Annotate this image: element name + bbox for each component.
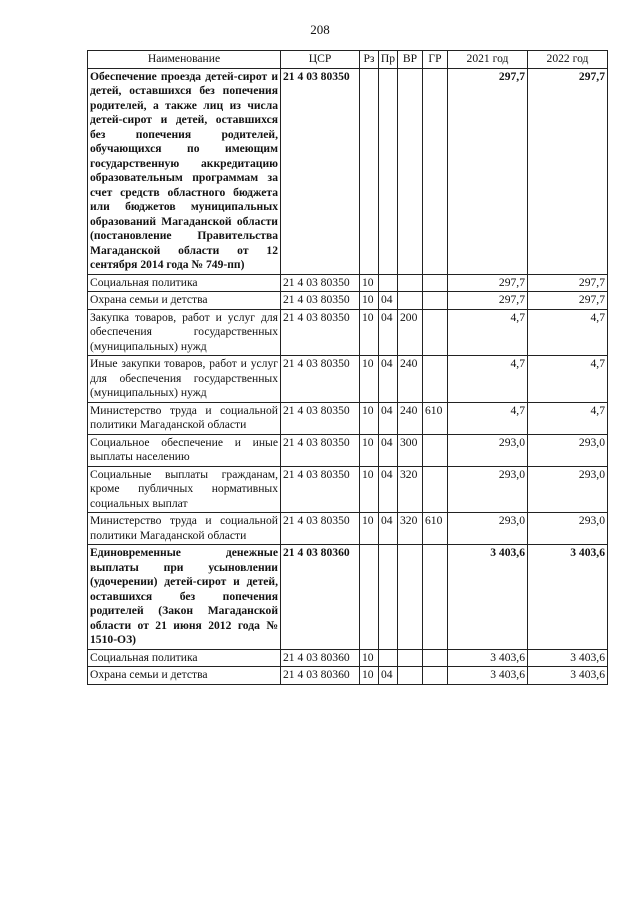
row-2022-value: 4,7 (528, 402, 608, 434)
table-row (88, 513, 608, 545)
row-2022-value: 3 403,6 (528, 545, 608, 650)
row-gr-cell: 610 (423, 402, 448, 434)
row-name-cell: Охрана семьи и детства (88, 667, 281, 685)
table-row (88, 292, 608, 310)
row-2022-value: 297,7 (528, 68, 608, 274)
row-rz-cell: 10 (360, 513, 379, 545)
row-rz-cell: 10 (360, 402, 379, 434)
row-csr-cell: 21 4 03 80360 (281, 545, 360, 650)
row-pr-cell: 04 (379, 402, 398, 434)
row-csr-cell: 21 4 03 80350 (281, 466, 360, 513)
table-row (88, 274, 608, 292)
row-2022-value: 293,0 (528, 513, 608, 545)
row-rz-cell: 10 (360, 466, 379, 513)
row-name-cell: Иные закупки товаров, работ и услуг для обеспечения государственных (муниципальных) нужд (88, 356, 281, 403)
table-row (88, 356, 608, 403)
budget-table (87, 50, 608, 685)
row-csr-cell: 21 4 03 80360 (281, 649, 360, 667)
header-vr: ВР (398, 51, 423, 69)
row-pr-cell (379, 649, 398, 667)
row-gr-cell (423, 466, 448, 513)
table-row (88, 649, 608, 667)
row-rz-cell (360, 545, 379, 650)
table-header-row (88, 51, 608, 69)
row-name-cell: Закупка товаров, работ и услуг для обеспечения государственных (муниципальных) нужд (88, 309, 281, 356)
row-vr-cell: 240 (398, 402, 423, 434)
header-name: Наименование (88, 51, 281, 69)
row-pr-cell (379, 274, 398, 292)
row-gr-cell (423, 649, 448, 667)
row-rz-cell: 10 (360, 309, 379, 356)
row-gr-cell (423, 356, 448, 403)
row-name-cell: Охрана семьи и детства (88, 292, 281, 310)
header-2022: 2022 год (528, 51, 608, 69)
row-name-cell: Единовременные денежные выплаты при усыновлении (удочерении) детей-сирот и детей, оставшихся без попечения родителей (Закон Магаданской области от 21 июня 2012 года № 1510-ОЗ) (88, 545, 281, 650)
header-pr: Пр (379, 51, 398, 69)
row-vr-cell: 200 (398, 309, 423, 356)
row-rz-cell: 10 (360, 274, 379, 292)
table-body (88, 68, 608, 684)
row-vr-cell (398, 545, 423, 650)
row-2021-value: 297,7 (448, 68, 528, 274)
row-2022-value: 4,7 (528, 356, 608, 403)
table-row (88, 434, 608, 466)
row-2022-value: 4,7 (528, 309, 608, 356)
row-csr-cell: 21 4 03 80350 (281, 309, 360, 356)
row-vr-cell (398, 68, 423, 274)
row-2022-value: 293,0 (528, 466, 608, 513)
row-name-cell: Социальная политика (88, 649, 281, 667)
row-vr-cell (398, 667, 423, 685)
row-2022-value: 297,7 (528, 274, 608, 292)
row-csr-cell: 21 4 03 80350 (281, 434, 360, 466)
row-pr-cell: 04 (379, 434, 398, 466)
row-name-cell: Социальные выплаты гражданам, кроме публичных нормативных социальных выплат (88, 466, 281, 513)
row-2021-value: 293,0 (448, 434, 528, 466)
row-gr-cell (423, 667, 448, 685)
row-pr-cell (379, 68, 398, 274)
row-rz-cell (360, 68, 379, 274)
row-name-cell: Министерство труда и социальной политики Магаданской области (88, 513, 281, 545)
row-gr-cell (423, 68, 448, 274)
row-gr-cell: 610 (423, 513, 448, 545)
row-pr-cell: 04 (379, 513, 398, 545)
row-csr-cell: 21 4 03 80350 (281, 274, 360, 292)
row-csr-cell: 21 4 03 80350 (281, 356, 360, 403)
row-2022-value: 293,0 (528, 434, 608, 466)
row-name-cell: Министерство труда и социальной политики Магаданской области (88, 402, 281, 434)
row-2022-value: 3 403,6 (528, 667, 608, 685)
row-2021-value: 4,7 (448, 402, 528, 434)
row-2022-value: 3 403,6 (528, 649, 608, 667)
table-row (88, 68, 608, 274)
row-csr-cell: 21 4 03 80360 (281, 667, 360, 685)
row-2021-value: 4,7 (448, 356, 528, 403)
row-2021-value: 3 403,6 (448, 545, 528, 650)
row-2021-value: 293,0 (448, 513, 528, 545)
row-2021-value: 4,7 (448, 309, 528, 356)
header-csr: ЦСР (281, 51, 360, 69)
row-name-cell: Социальное обеспечение и иные выплаты населению (88, 434, 281, 466)
row-vr-cell: 320 (398, 466, 423, 513)
row-gr-cell (423, 292, 448, 310)
row-vr-cell: 320 (398, 513, 423, 545)
row-vr-cell: 300 (398, 434, 423, 466)
row-2021-value: 293,0 (448, 466, 528, 513)
table-row (88, 309, 608, 356)
header-2021: 2021 год (448, 51, 528, 69)
row-name-cell: Обеспечение проезда детей-сирот и детей, оставшихся без попечения родителей, а также лиц из числа детей-сирот и детей, оставшихся без попечения родителей, обучающихся по имеющим государственную аккредитацию образовательным программам за счет средств областного бюджета или бюджетов муниципальных образований Магаданской области (постановление Правительства Магаданской области от 12 сентября 2014 года № 749-пп) (88, 68, 281, 274)
row-csr-cell: 21 4 03 80350 (281, 402, 360, 434)
row-2021-value: 3 403,6 (448, 667, 528, 685)
table-row (88, 667, 608, 685)
row-name-cell: Социальная политика (88, 274, 281, 292)
row-pr-cell: 04 (379, 292, 398, 310)
row-csr-cell: 21 4 03 80350 (281, 513, 360, 545)
row-2022-value: 297,7 (528, 292, 608, 310)
table-row (88, 466, 608, 513)
row-pr-cell: 04 (379, 356, 398, 403)
row-vr-cell (398, 649, 423, 667)
row-2021-value: 297,7 (448, 274, 528, 292)
table-row (88, 545, 608, 650)
row-pr-cell (379, 545, 398, 650)
row-2021-value: 3 403,6 (448, 649, 528, 667)
row-rz-cell: 10 (360, 434, 379, 466)
row-pr-cell: 04 (379, 466, 398, 513)
row-csr-cell: 21 4 03 80350 (281, 68, 360, 274)
row-rz-cell: 10 (360, 356, 379, 403)
row-gr-cell (423, 545, 448, 650)
row-pr-cell: 04 (379, 667, 398, 685)
row-vr-cell (398, 274, 423, 292)
row-csr-cell: 21 4 03 80350 (281, 292, 360, 310)
row-vr-cell: 240 (398, 356, 423, 403)
row-rz-cell: 10 (360, 292, 379, 310)
row-vr-cell (398, 292, 423, 310)
row-2021-value: 297,7 (448, 292, 528, 310)
row-gr-cell (423, 434, 448, 466)
row-gr-cell (423, 309, 448, 356)
row-pr-cell: 04 (379, 309, 398, 356)
row-rz-cell: 10 (360, 667, 379, 685)
row-gr-cell (423, 274, 448, 292)
row-rz-cell: 10 (360, 649, 379, 667)
table-row (88, 402, 608, 434)
header-gr: ГР (423, 51, 448, 69)
page-number: 208 (310, 22, 330, 37)
header-rz: Рз (360, 51, 379, 69)
